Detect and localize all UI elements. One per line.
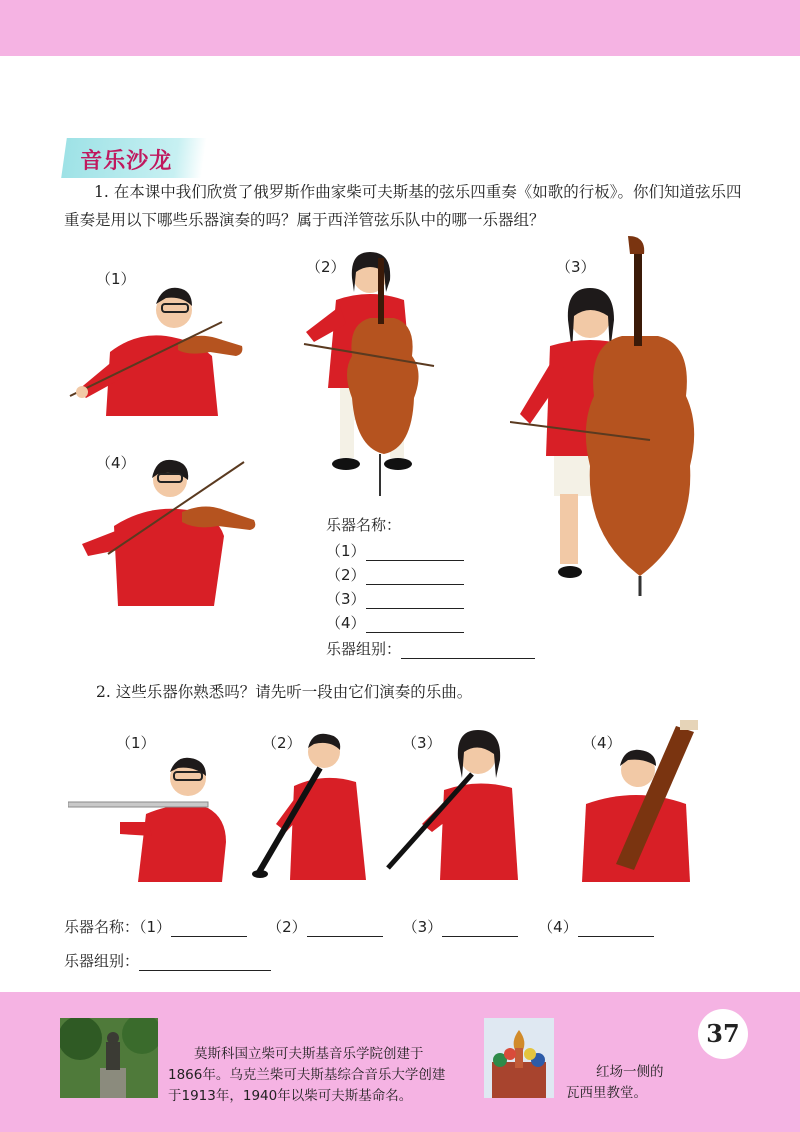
conservatory-statue-photo: [60, 1018, 158, 1098]
top-color-band: [0, 0, 800, 56]
question-1-text: 1. 在本课中我们欣赏了俄罗斯作曲家柴可夫斯基的弦乐四重奏《如歌的行板》。你们知道弦乐四重奏是用以下哪些乐器演奏的吗？属于西洋管弦乐队中的哪一乐器组？: [64, 183, 742, 229]
q1-blank-row-1: [326, 540, 464, 561]
q2-label-2: （2）: [262, 734, 302, 752]
q1-blank-3[interactable]: [366, 592, 464, 609]
q2-group-label: 乐器组别：: [64, 952, 140, 970]
q2-group-row: [64, 950, 271, 971]
footer-caption-left: 莫斯科国立柴可夫斯基音乐学院创建于1866年。乌克兰柴可夫斯基综合音乐大学创建于1913年，1940年以柴可夫斯基命名。: [168, 1046, 446, 1104]
q1-label-1: （1）: [96, 270, 136, 288]
q1-group-label: 乐器组别：: [326, 640, 402, 658]
violin-player-image: [66, 280, 252, 416]
q1-blank-1[interactable]: [366, 544, 464, 561]
q1-blank-2[interactable]: [366, 568, 464, 585]
section-title: 音乐沙龙: [80, 149, 173, 174]
q2-blank-label-2: （2）: [267, 918, 307, 936]
flute-player-image: [68, 752, 230, 882]
q2-blank-label-3: （3）: [402, 918, 443, 936]
bassoon-player-image: [576, 720, 702, 882]
viola-player-image: [78, 456, 258, 606]
oboe-player-image: [382, 728, 522, 880]
q1-label-3: （3）: [556, 258, 596, 276]
q2-name-row: [64, 916, 654, 937]
double-bass-player-image: [510, 236, 724, 596]
q2-label-4: （4）: [582, 734, 622, 752]
q2-blank-1[interactable]: [171, 920, 247, 937]
page-number: 37: [698, 1009, 748, 1059]
q2-blank-label-1: （1）: [139, 918, 172, 936]
q1-group-row: [326, 638, 535, 659]
q2-group-blank[interactable]: [139, 954, 271, 971]
q1-blank-row-3: [326, 588, 464, 609]
footer-caption-right: 红场一侧的瓦西里教堂。: [566, 1064, 664, 1101]
q1-blank-label-3: （3）: [326, 590, 366, 608]
q2-name-label: 乐器名称：: [64, 918, 140, 936]
question-2-text: 2. 这些乐器你熟悉吗？请先听一段由它们演奏的乐曲。: [96, 683, 473, 701]
q2-blank-3[interactable]: [442, 920, 518, 937]
q1-blank-label-1: （1）: [326, 542, 366, 560]
saint-basils-cathedral-photo: [484, 1018, 554, 1098]
q2-blank-4[interactable]: [578, 920, 654, 937]
q1-label-4: （4）: [96, 454, 136, 472]
q1-form-label: 乐器名称：: [326, 516, 402, 534]
q2-label-1: （1）: [116, 734, 156, 752]
q1-blank-row-2: [326, 564, 464, 585]
clarinet-player-image: [250, 728, 370, 880]
q1-blank-4[interactable]: [366, 616, 464, 633]
q1-blank-row-4: [326, 612, 464, 633]
cello-player-image: [300, 248, 440, 498]
q2-blank-label-4: （4）: [538, 918, 578, 936]
q1-label-2: （2）: [306, 258, 346, 276]
section-title-banner: [61, 138, 207, 178]
q2-label-3: （3）: [402, 734, 442, 752]
q2-blank-2[interactable]: [307, 920, 383, 937]
q1-group-blank[interactable]: [401, 642, 535, 659]
q1-blank-label-4: （4）: [326, 614, 366, 632]
q1-blank-label-2: （2）: [326, 566, 366, 584]
